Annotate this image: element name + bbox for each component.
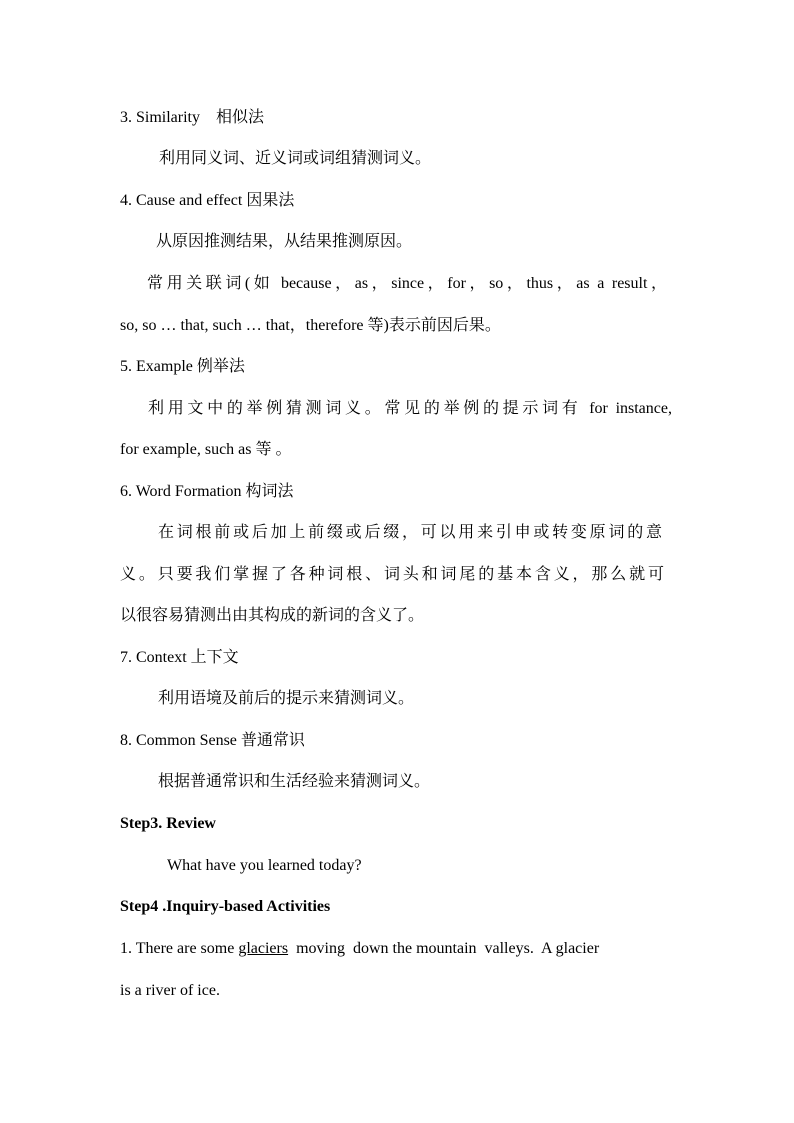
section-context-body: 利用语境及前后的提示来猜测词义。 <box>158 690 415 707</box>
step4-item1-line2: is a river of ice. <box>120 982 220 999</box>
section-similarity-heading: 3. Similarity 相似法 <box>120 109 265 126</box>
step3-question: What have you learned today? <box>167 857 362 874</box>
section-example-heading: 5. Example 例举法 <box>120 358 245 375</box>
section-cause-heading: 4. Cause and effect 因果法 <box>120 192 295 209</box>
section-cause-note-line2: so, so … that, such … that，therefore 等)表示前因后果。 <box>120 317 501 334</box>
step4-item1-text-before: 1. There are some <box>120 940 239 957</box>
section-context-heading: 7. Context 上下文 <box>120 649 239 666</box>
section-word-formation-line1: 在词根前或后加上前缀或后缀，可以用来引申或转变原词的意 <box>158 524 662 541</box>
section-similarity-body: 利用同义词、近义词或词组猜测词义。 <box>159 150 432 167</box>
step4-heading: Step4 .Inquiry-based Activities <box>120 898 331 915</box>
step4-item1-text-after: moving down the mountain valleys. A glacier <box>288 940 600 957</box>
section-cause-body: 从原因推测结果，从结果推测原因。 <box>156 233 413 250</box>
section-example-body-line2: for example, such as 等 。 <box>120 441 292 458</box>
section-common-sense-body: 根据普通常识和生活经验来猜测词义。 <box>158 773 431 790</box>
section-common-sense-heading: 8. Common Sense 普通常识 <box>120 732 305 749</box>
step4-item1-line1 <box>120 939 599 959</box>
section-word-formation-line3: 以很容易猜测出由其构成的新词的含义了。 <box>120 607 425 624</box>
section-example-body-line1: 利用文中的举例猜测词义。常见的举例的提示词有 for instance, <box>148 400 672 417</box>
section-cause-note-line1: 常用关联词(如 because，as，since，for，so，thus，as a result， <box>147 275 667 292</box>
section-word-formation-line2: 义。只要我们掌握了各种词根、词头和词尾的基本含义，那么就可 <box>120 566 664 583</box>
section-word-formation-heading: 6. Word Formation 构词法 <box>120 483 294 500</box>
step3-heading: Step3. Review <box>120 815 216 832</box>
glaciers-underlined-word: glaciers <box>238 940 289 957</box>
